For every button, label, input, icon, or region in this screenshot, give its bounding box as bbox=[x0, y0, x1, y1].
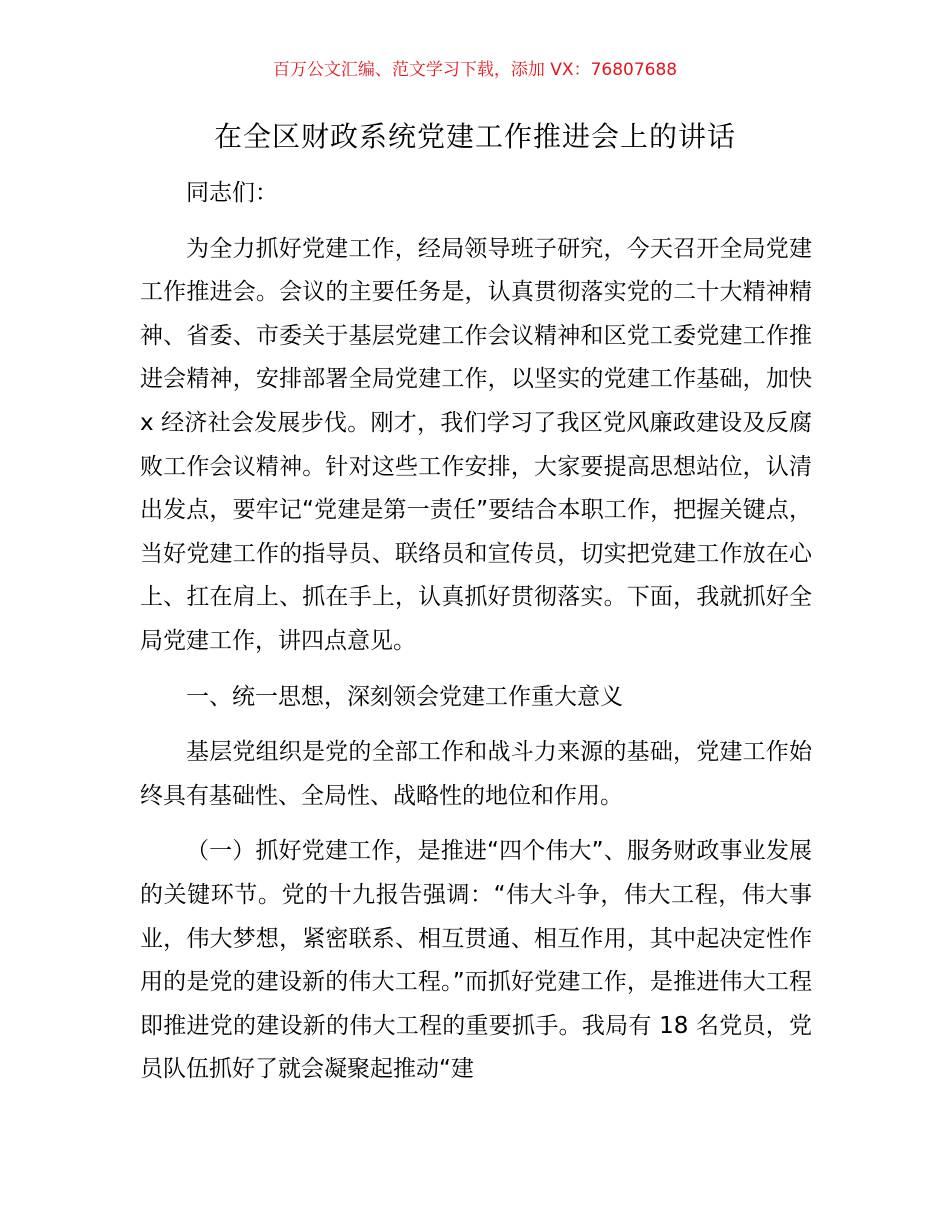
section-heading-1: 一、统一思想，深刻领会党建工作重大意义 bbox=[186, 683, 623, 710]
paragraph-subsection-1: （一）抓好党建工作，是推进“四个伟大”、服务财政事业发展的关键环节。党的十九报告强调：“伟大斗争，伟大工程，伟大事业，伟大梦想，紧密联系、相互贯通、相互作用，其中起决定性作用的是党的建设新的伟大工程。”而抓好党建工作，是推进伟大工程即推进党的建设新的伟大工程的重要抓手。我局有 18 名党员，党员队伍抓好了就会凝聚起推动“建 bbox=[140, 838, 812, 1083]
document-title: 在全区财政系统党建工作推进会上的讲话 bbox=[213, 120, 736, 153]
document-body bbox=[140, 172, 812, 1092]
paragraph-section-1: 基层党组织是党的全部工作和战斗力来源的基础，党建工作始终具有基础性、全局性、战略性的地位和作用。 bbox=[140, 739, 812, 809]
paragraph-intro: 为全力抓好党建工作，经局领导班子研究，今天召开全局党建工作推进会。会议的主要任务是，认真贯彻落实党的二十大精神精神、省委、市委关于基层党建工作会议精神和区党工委党建工作推进会精神，安排部署全局党建工作，以坚实的党建工作基础，加快 x 经济社会发展步伐。刚才，我们学习了我区党风廉政建设及反腐败工作会议精神。针对这些工作安排，大家要提高思想站位，认清出发点，要牢记“党建是第一责任”要结合本职工作，把握关键点，当好党建工作的指导员、联络员和宣传员，切实把党建工作放在心上、扛在肩上、抓在手上，认真抓好贯彻落实。下面，我就抓好全局党建工作，讲四点意见。 bbox=[140, 235, 812, 654]
salutation: 同志们： bbox=[186, 180, 278, 206]
watermark-banner: 百万公文汇编、范文学习下载，添加 VX：76807688 bbox=[272, 60, 678, 80]
